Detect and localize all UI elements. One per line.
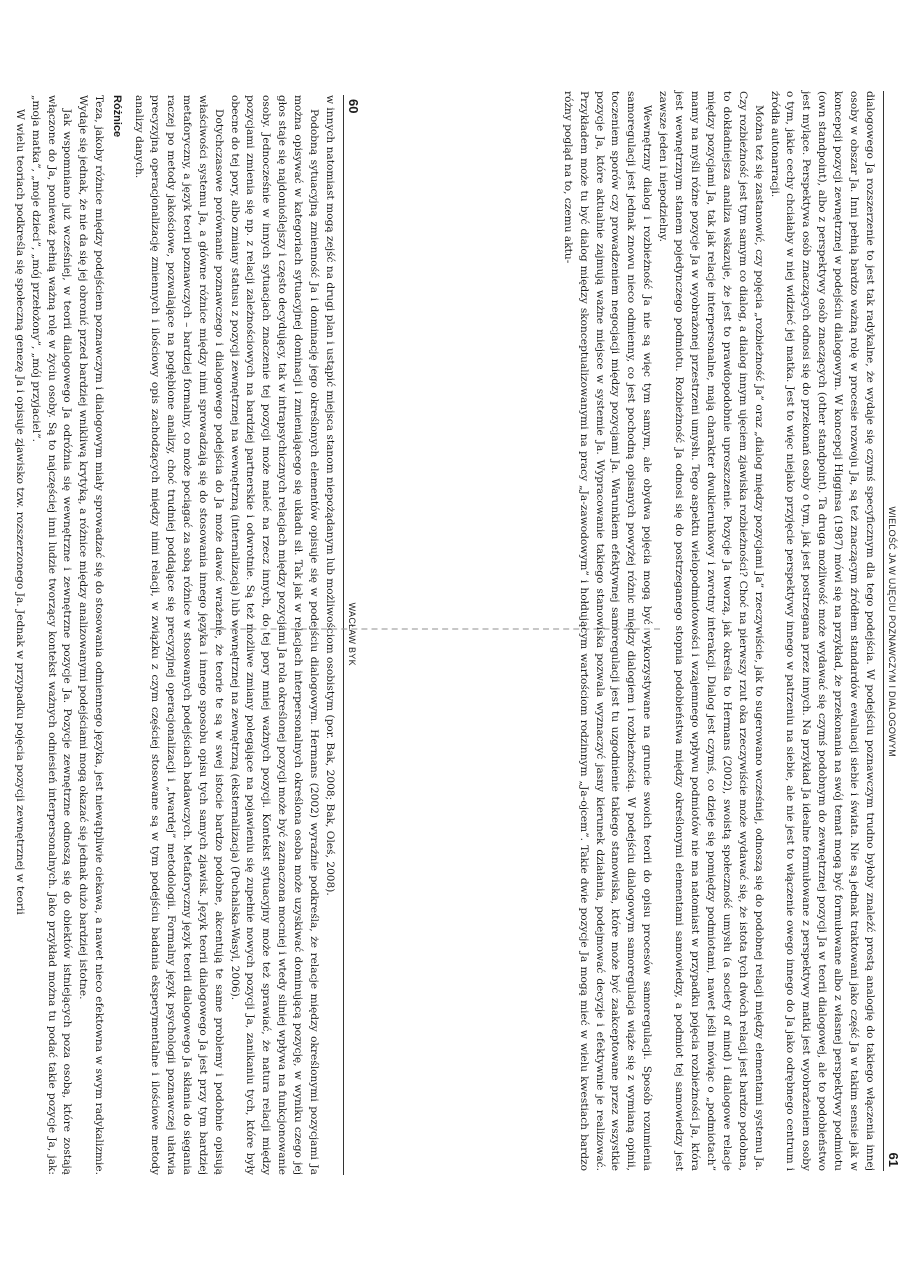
- paragraph: Można też się zastanowić, czy pojęcia „rozbieżność Ja” oraz „dialog między pozycjami Ja” rzeczywiście, jak to sugerowano wcześniej, odnoszą się do podobnej relacji między elementami systemu Ja. Czy rozbieżność jest tym samym co dialog, a dialog innym ujęciem zjawiska rozbieżności? Choć na pierwszy rzut oka rzeczywiście może wydawać się, że istota tych dwóch relacji jest bardzo podobna, to dokładniejsza analiza wskazuje, że jest to prawdopodobnie uproszczenie. Pozycje Ja tworzą, jak określa to Hermans (2002), swoistą społeczność umysłu (a society of mind) i dialogowe relacje między pozycjami Ja, tak jak relacje interpersonalne, mają charakter dwukierunkowy i zwrotny interakcji. Dialog jest czymś, co dzieje się pomiędzy podmiotami, nawet jeśli mówiąc o „podmiotach” mamy na myśli różne pozycje Ja w wyobrażonej przestrzeni umysłu. Tego aspektu wielopodmiotowości i wzajemnego wpływu podmiotów nie ma natomiast w przypadku pojęcia rozbieżności Ja, która jest wewnętrznym stanem pojedynczego podmiotu. Rozbieżność Ja odnosi się do postrzeganego stopnia podobieństwa między określonymi elementami samowiedzy, a podmiot tej samowiedzy jest zawsze jeden i niepodzielny.: [657, 91, 765, 1171]
- right-page: [531, 91, 901, 1171]
- paragraph: w innych natomiast mogą zejść na drugi plan i ustąpić miejsca stanom niepożądanym lub możliwościom osobistym (por. Bak, 2008; Bak, Oleś, 2008).: [324, 95, 336, 896]
- page-number: 60: [346, 99, 361, 114]
- running-title: WIELOŚĆ JA W UJĘCIU POZNAWCZYM I DIALOGOWYM: [887, 506, 897, 758]
- paragraph: Dotychczasowe porównanie poznawczego i dialogowego podejścia do Ja może dawać wrażenie, że teorie te są w swej istocie bardzo podobne, akcentują te same problemy i podobnie opisują właściwości systemu Ja, a główne różnice między nimi sprowadzają się do stosowania innego języka i innego sposobu opisu tych samych zjawisk. Język teorii dialogowego Ja jest przy tym bardziej metaforyczny, a język teorii poznawczych – bardziej formalny, co może pociągać za sobą różnice w stosowanych podejściach badawczych. Metaforyczny język teorii dialogowego Ja skłania do sięgania raczej po metody jakościowe, pozwalające na pogłębione analizy, choć trudniej poddające się precyzyjnej operacjonalizacji i „twardej” metodologii. Formalny język psychologii poznawczej ułatwia precyzyjną operacjonalizację zmiennych i ilościowy opis zachodzących między nimi relacji, w związku z czym częściej stosowane są w tym podejściu badania eksperymentalne i ilościowe metody analizy danych.: [133, 95, 225, 1175]
- paragraph: Podobną sytuacyjną zmienność Ja i dominację jego określonych elementów opisuje się w podejściu dialogowym. Hermans (2002) wyraźnie podkreśla, że relacje między określonymi pozycjami Ja można opisywać w kategoriach sytuacyjnej dominacji i zmieniającego się układu sił. Tak jak w relacjach interpersonalnych określona osoba może uzyskiwać dominującą pozycję, w wyniku czego jej głos staje się najdonioślejszy i często decydujący, tak w intrapsychicznych relacjach między pozycjami Ja rola określonej pozycji może być zaznaczona mocniej i wtedy silniej wpływa na funkcjonowanie osoby. Jednocześnie w innych sytuacjach znaczenie tej pozycji może maleć na rzecz innych, do tej pory mniej ważnych pozycji. Kontekst sytuacyjny może też sprawiać, że natura relacji między pozycjami zmienia się np. z relacji zależnościowych na bardziej partnerskie i odwrotnie. Są też możliwe zmiany polegające na pojawieniu się zupełnie nowych pozycji Ja, zanikaniu tych, które były obecne do tej pory, albo zmiany statusu z pozycji zewnętrznej na wewnętrzną (internalizacja) lub wewnętrznej na zewnętrzną (eksternalizacja) (Puchalska-Wasyl, 2006).: [228, 95, 321, 1175]
- section-heading: Różnice: [111, 95, 124, 138]
- left-page: [0, 95, 361, 1175]
- running-title: WACŁAW BYK: [347, 602, 357, 666]
- body-text: [11, 95, 337, 1175]
- running-header: [883, 91, 901, 1171]
- paragraph: W wielu teoriach podkreśla się społeczną genezę Ja i opisuje zjawisko tzw. rozszerzonego Ja. Jednak w przypadku pojęcia pozycji zewnętrznej w teorii: [13, 109, 26, 915]
- paragraph: dialogowego Ja rozszerzenie to jest tak radykalne, że wydaje się czymś specyficznym dla tego podejścia. W podejściu poznawczym trudno byłoby znaleźć prostą analogię do takiego włączenia innej osoby w obszar Ja. Inni pełnią bardzo ważną rolę w procesie rozwoju Ja, są też znaczącym źródłem standardów ewaluacji siebie i świata. Nie są jednak traktowani jako część Ja w takim sensie jak w koncepcji pozycji zewnętrznej w podejściu dialogowym. W koncepcji Higginsa (1987) mówi się na przykład, że przekonania na swój temat mogą być formułowane albo z własnej perspektywy podmiotu (own standpoint), albo z perspektywy osób znaczących (other standpoint). Ta druga możliwość może wydawać się czymś podobnym do zewnętrznej pozycji Ja w teorii dialogowej, ale to podobieństwo jest mylące. Perspektywa osób znaczących odnosi się do przekonań osoby o tym, jak jest postrzegana przez innych. Na przykład Ja idealne formułowane z perspektywy matki jest wyobrażeniem osoby o tym, jakie cechy chciałaby w niej widzieć jej matka. Jest to więc niejako przyjęcie perspektywy innego w patrzeniu na siebie, ale nie jest to włączenie owego innego do Ja jako odrębnego centrum i źródła autonarracji.: [768, 91, 876, 1171]
- paragraph: Teza, jakoby różnice między podejściem poznawczym i dialogowym miały sprowadzać się do stosowania odmiennego języka, jest niewątpliwie ciekawa, a nawet nieco efektowna w swym radykalizmie. Wydaje się jednak, że nie da się jej obronić przed bardziej wnikliwą krytyką, a różnice między analizowanymi podejściami mogą okazać się jednak dużo bardziej istotne.: [77, 95, 106, 1175]
- body-text: [559, 91, 877, 1171]
- paragraph: Wewnętrzny dialog i rozbieżność Ja nie są więc tym samym, ale obydwa pojęcia mogą być wykorzystywane na gruncie swoich teorii do opisu procesów samoregulacji. Sposób rozumienia samoregulacji jest jednak znowu nieco odmienny, co jest pochodną opisanych powyżej różnic między dialogiem i rozbieżnością. W podejściu dialogowym samoregulacja wiąże się z wymianą opinii, toczeniem sporów czy prowadzeniem negocjacji między pozycjami Ja. Warunkiem efektywnej samoregulacji jest tu uzgodnienie takiego stanowiska, które może być zaakceptowane przez wszystkie pozycje Ja, które aktualnie zajmują ważne miejsce w systemie Ja. Wypracowanie takiego stanowiska pozwala wyznaczyć jasny kierunek działania, podejmować decyzje i efektywnie je realizować. Przykładem może tu być dialog między skonceptualizowanymi na pracy „Ja-zawodowym” i hołdującym wartościom rodzinnym „Ja-ojcem”. Takie dwie pozycje Ja mogą mieć w wielu kwestiach bardzo różny pogląd na to, czemu aktu-: [561, 91, 654, 1171]
- running-header: [343, 95, 361, 1175]
- page-number: 61: [886, 1152, 901, 1167]
- paragraph: Jak wspomniano już wcześniej, w teorii dialogowego Ja odróżnia się wewnętrzne i zewnętrzne pozycje Ja. Pozycje zewnętrzne odnoszą się do obiektów istniejących poza osobą, które zostają włączone do Ja, ponieważ pełnią ważną rolę w życiu osoby. Są to najczęściej inni ludzie tworzący kontekst ważnych odniesień interpersonalnych. Jako przykład można tu podać takie pozycje Ja, jak: „moja matka”, „moje dzieci”, „mój przełożony”, „mój przyjaciel”.: [29, 95, 74, 1175]
